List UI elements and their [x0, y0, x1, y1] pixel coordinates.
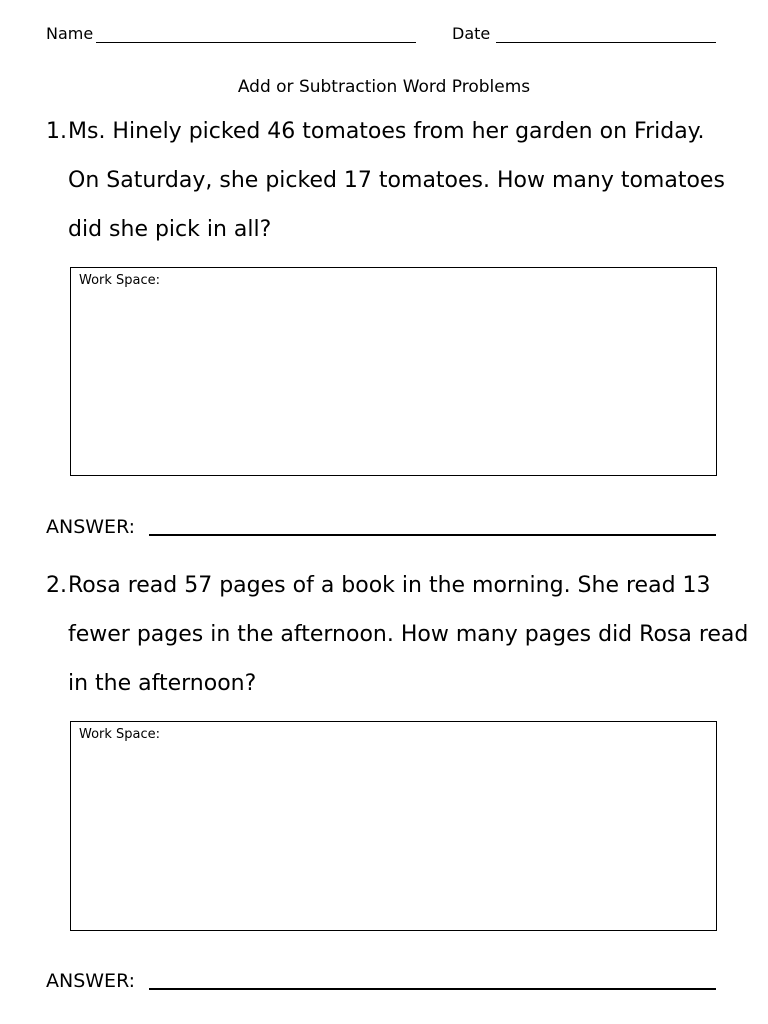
question-line: fewer pages in the afternoon. How many pages did Rosa read	[68, 622, 749, 647]
question-line: On Saturday, she picked 17 tomatoes. How many tomatoes	[68, 168, 725, 193]
answer-field[interactable]	[149, 534, 716, 536]
question-line: did she pick in all?	[68, 217, 272, 242]
question-line: Rosa read 57 pages of a book in the morning. She read 13	[68, 573, 711, 598]
work-space-label: Work Space:	[79, 727, 161, 742]
work-space-box[interactable]	[70, 721, 717, 931]
page-title: Add or Subtraction Word Problems	[237, 77, 531, 97]
question-line: in the afternoon?	[68, 671, 257, 696]
answer-label: ANSWER:	[46, 516, 136, 538]
date-label: Date	[452, 24, 491, 43]
work-space-box[interactable]	[70, 267, 717, 476]
answer-label: ANSWER:	[46, 970, 136, 992]
question-line: Ms. Hinely picked 46 tomatoes from her garden on Friday.	[68, 119, 705, 144]
name-field[interactable]	[96, 42, 416, 43]
work-space-label: Work Space:	[79, 273, 161, 288]
answer-field[interactable]	[149, 988, 716, 990]
date-field[interactable]	[496, 42, 716, 43]
name-label: Name	[46, 24, 94, 43]
question-number: 1.	[46, 119, 67, 144]
question-number: 2.	[46, 573, 67, 598]
